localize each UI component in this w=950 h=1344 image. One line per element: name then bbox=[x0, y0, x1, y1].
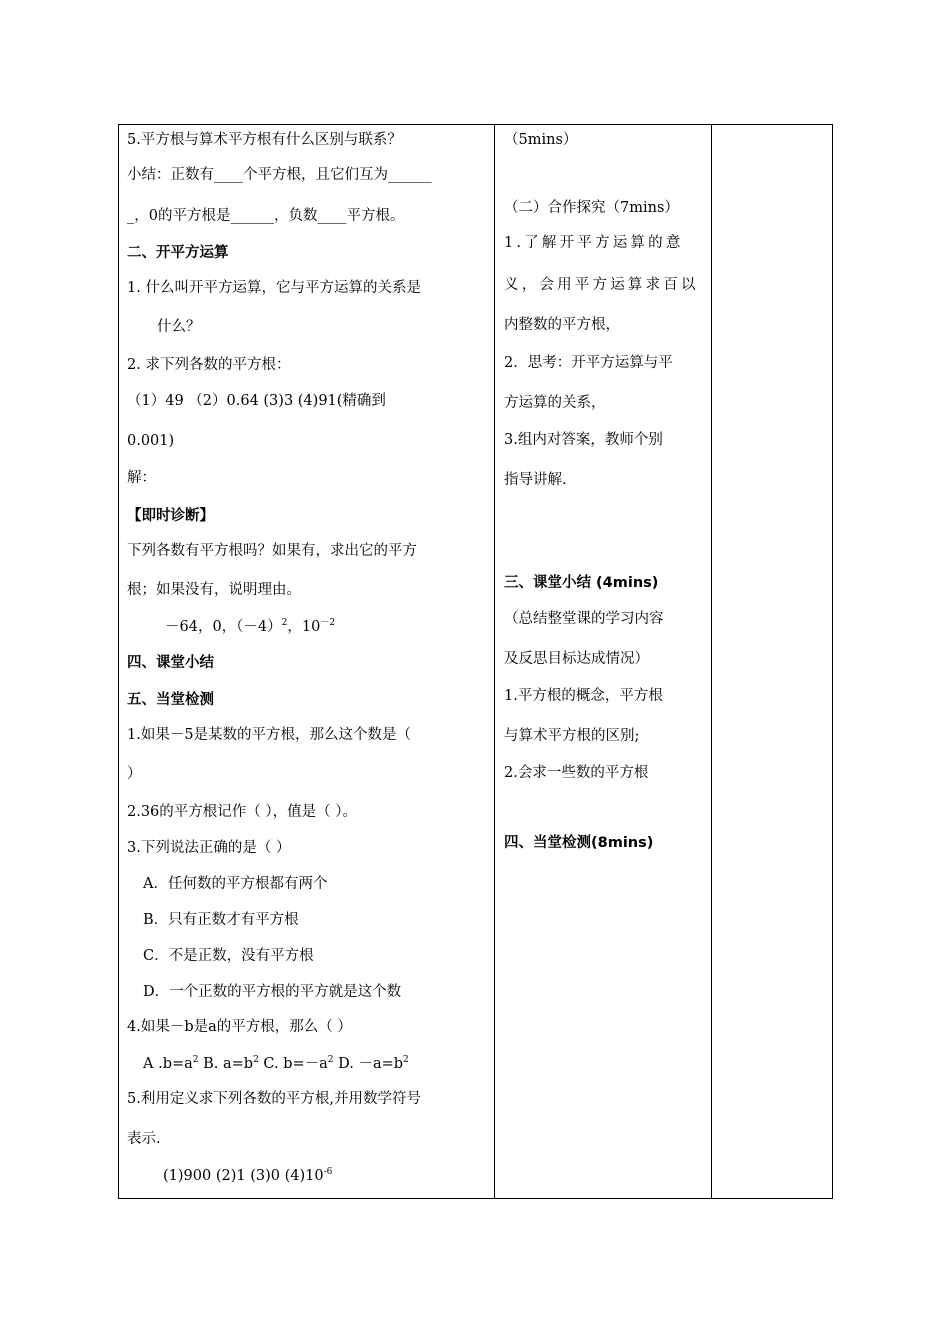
activity-line-5: 方运算的关系， bbox=[504, 395, 606, 411]
test-question-3: 3.下列说法正确的是（ ） bbox=[127, 840, 291, 856]
notes-column bbox=[712, 125, 832, 1198]
diagnosis-numbers: －64，0，$(-4)^2$，$10^{-2}$ bbox=[165, 618, 336, 635]
test-heading: 四、当堂检测(8mins) bbox=[504, 835, 654, 851]
summary-note-1: （总结整堂课的学习内容 bbox=[504, 611, 664, 627]
question-2-tail: 0.001) bbox=[127, 433, 175, 449]
activity-line-2: 义，会用平方运算求百以 bbox=[504, 277, 699, 293]
lesson-plan-table bbox=[118, 124, 833, 1199]
summary-note-2: 及反思目标达成情况） bbox=[504, 651, 649, 667]
test-question-2: 2.36的平方根记作（ ），值是（ ）。 bbox=[127, 804, 358, 820]
test-question-5-line-2: 表示. bbox=[127, 1131, 161, 1147]
activity-line-3: 内整数的平方根， bbox=[504, 317, 620, 333]
diagnosis-line-1: 下列各数有平方根吗？如果有，求出它的平方 bbox=[127, 543, 417, 559]
test-question-1-close: ） bbox=[127, 766, 142, 782]
activity-line-4: 2．思考：开平方运算与平 bbox=[504, 355, 673, 371]
question-2-items: （1）49 （2）0.64 (3)3 (4)91(精确到 bbox=[127, 393, 386, 409]
test-question-1: 1.如果－5是某数的平方根，那么这个数是（ bbox=[127, 727, 412, 743]
summary-point-3: 2.会求一些数的平方根 bbox=[504, 765, 649, 781]
question-1-line-1: 1. 什么叫开平方运算，它与平方运算的关系是 bbox=[127, 280, 421, 296]
question-5-items: (1)900 (2)1 (3)0 $(4)10^{-6}$ bbox=[163, 1167, 333, 1184]
question-1-line-2: 什么？ bbox=[157, 319, 201, 335]
diagnosis-heading: 【即时诊断】 bbox=[127, 508, 214, 524]
time-note: （5mins） bbox=[504, 132, 578, 148]
activity-line-1: 1.了解开平方运算的意 bbox=[504, 235, 684, 251]
option-c: C．不是正数，没有平方根 bbox=[143, 948, 314, 964]
solution-label: 解： bbox=[127, 470, 156, 486]
question-2-text: 2. 求下列各数的平方根： bbox=[127, 357, 291, 373]
cooperation-heading: （二）合作探究（7mins） bbox=[504, 200, 679, 216]
activity-line-6: 3.组内对答案，教师个别 bbox=[504, 432, 663, 448]
summary-point-1: 1.平方根的概念，平方根 bbox=[504, 688, 663, 704]
section-heading-2: 二、开平方运算 bbox=[127, 245, 229, 261]
content-column bbox=[119, 125, 494, 1198]
option-a: A．任何数的平方根都有两个 bbox=[143, 876, 328, 892]
summary-line-1: 小结：正数有____个平方根，且它们互为______ bbox=[127, 167, 432, 183]
summary-point-2: 与算术平方根的区别; bbox=[504, 728, 640, 744]
option-b: B．只有正数才有平方根 bbox=[143, 912, 299, 928]
option-d: D．一个正数的平方根的平方就是这个数 bbox=[143, 984, 402, 1000]
summary-heading: 三、课堂小结 (4mins) bbox=[504, 575, 659, 591]
section-heading-4: 四、课堂小结 bbox=[127, 655, 214, 671]
question-4-options: A $.b=a^2$ B. $a=b^2$ C. $b=-a^2$ D. $-a=b^2$ bbox=[143, 1055, 409, 1072]
question-5-text: 5.平方根与算术平方根有什么区别与联系？ bbox=[127, 132, 402, 148]
summary-line-2: _，0的平方根是______，负数____平方根。 bbox=[127, 208, 405, 224]
activity-line-7: 指导讲解. bbox=[504, 472, 567, 488]
diagnosis-line-2: 根；如果没有，说明理由。 bbox=[127, 582, 301, 598]
test-question-4: 4.如果－b是a的平方根，那么（ ） bbox=[127, 1019, 352, 1035]
section-heading-5: 五、当堂检测 bbox=[127, 692, 214, 708]
activity-column bbox=[495, 125, 711, 1198]
test-question-5-line-1: 5.利用定义求下列各数的平方根,并用数学符号 bbox=[127, 1091, 421, 1107]
